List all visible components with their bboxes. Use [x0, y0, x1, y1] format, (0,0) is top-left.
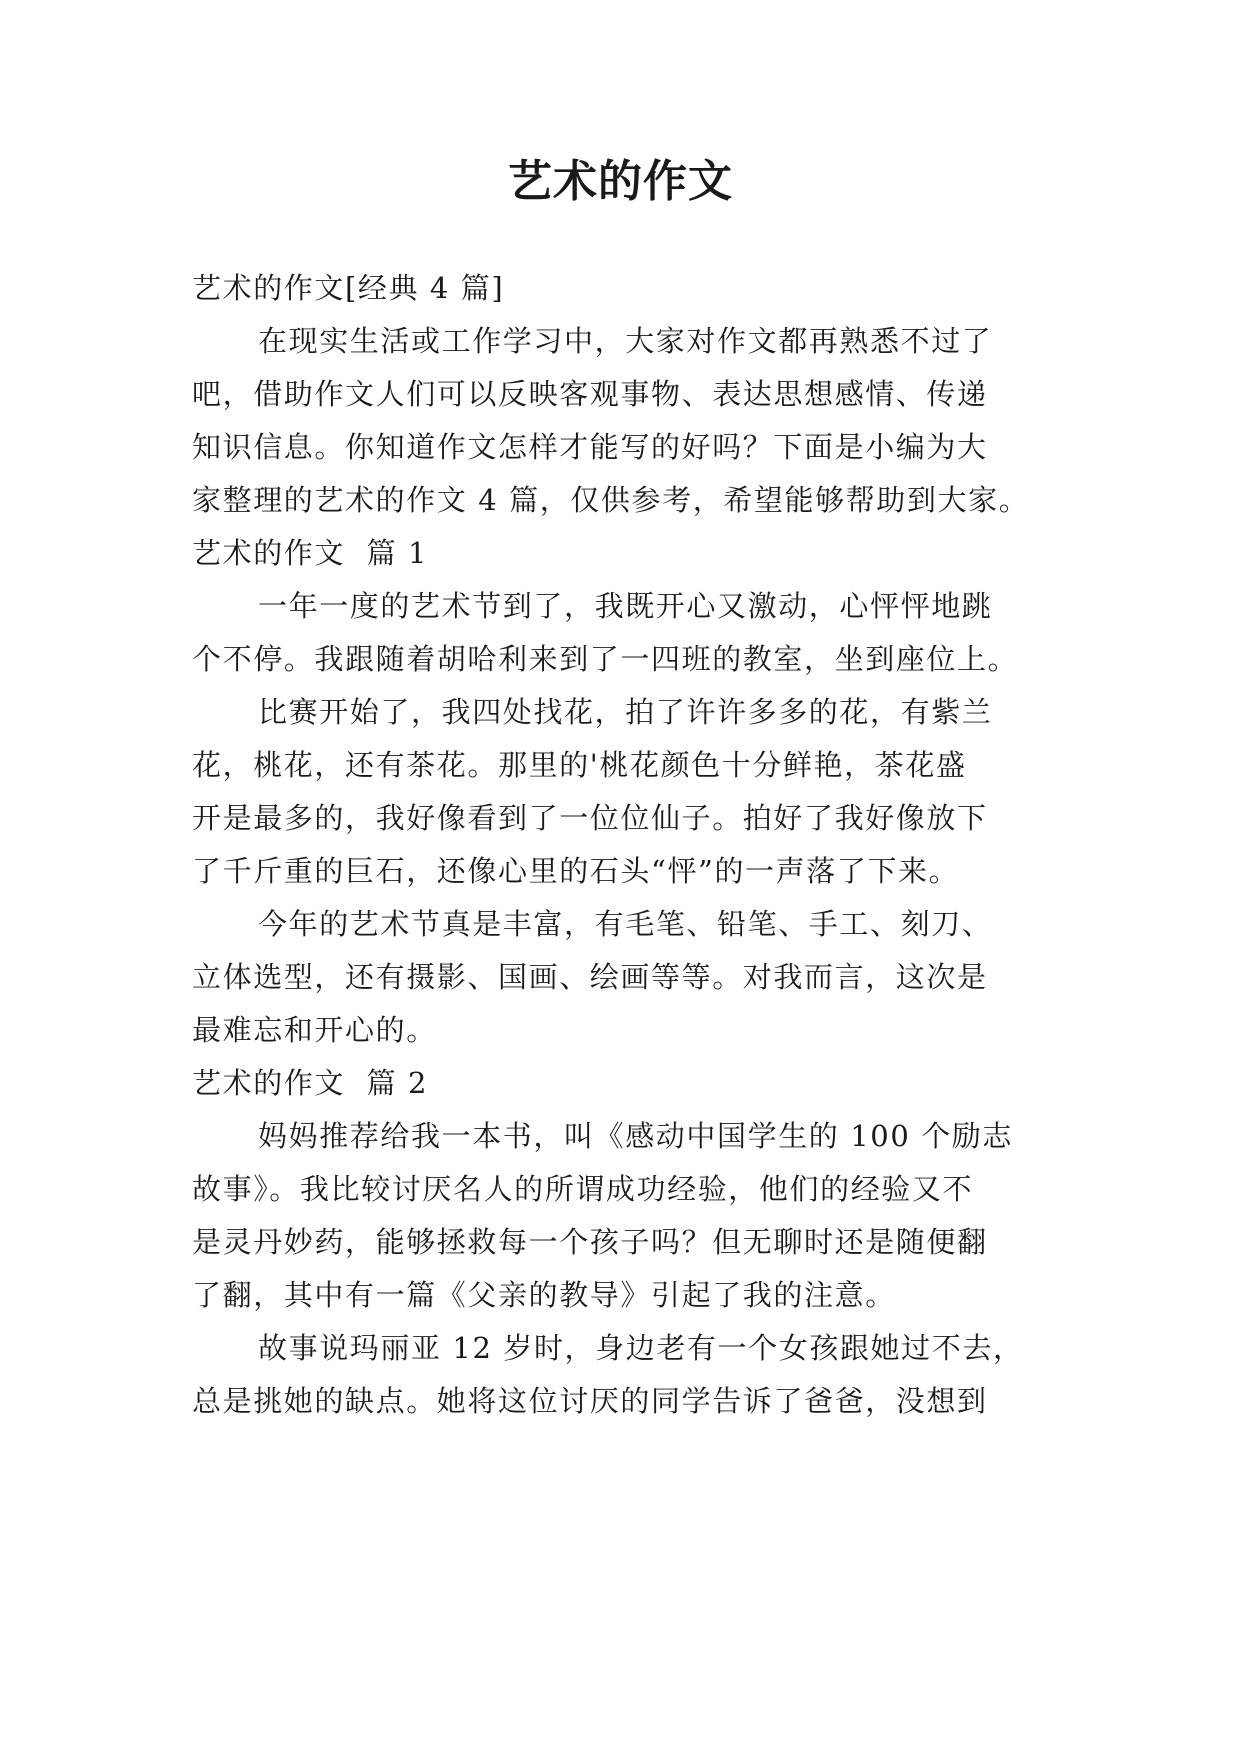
paragraph-line: 是灵丹妙药，能够拯救每一个孩子吗？但无聊时还是随便翻: [192, 1225, 988, 1259]
paragraph-line: 妈妈推荐给我一本书，叫《感动中国学生的 100 个励志: [258, 1119, 1013, 1153]
paragraph-line: 立体选型，还有摄影、国画、绘画等等。对我而言，这次是: [192, 960, 988, 994]
paragraph-line: 开是最多的，我好像看到了一位位仙子。拍好了我好像放下: [192, 801, 988, 835]
paragraph-line: 一年一度的艺术节到了，我既开心又激动，心怦怦地跳: [258, 589, 993, 623]
paragraph-line: 了千斤重的巨石，还像心里的石头“怦”的一声落了下来。: [192, 854, 960, 888]
heading-line: 艺术的作文[经典 4 篇]: [192, 271, 505, 305]
paragraph-line: 家整理的艺术的作文 4 篇，仅供参考，希望能够帮助到大家。: [192, 483, 1030, 517]
paragraph-line: 最难忘和开心的。: [192, 1013, 437, 1047]
paragraph-line: 个不停。我跟随着胡哈利来到了一四班的教室，坐到座位上。: [192, 642, 1019, 676]
paragraph-line: 了翻，其中有一篇《父亲的教导》引起了我的注意。: [192, 1278, 896, 1312]
paragraph-line: 吧，借助作文人们可以反映客观事物、表达思想感情、传递: [192, 377, 988, 411]
paragraph-line: 今年的艺术节真是丰富，有毛笔、铅笔、手工、刻刀、: [258, 907, 993, 941]
paragraph-line: 知识信息。你知道作文怎样才能写的好吗？下面是小编为大: [192, 430, 988, 464]
paragraph-line: 花，桃花，还有茶花。那里的'桃花颜色十分鲜艳，茶花盛: [192, 748, 967, 782]
paragraph-line: 在现实生活或工作学习中，大家对作文都再熟悉不过了: [258, 324, 993, 358]
document-title: 艺术的作文: [508, 156, 733, 207]
paragraph-line: 故事说玛丽亚 12 岁时，身边老有一个女孩跟她过不去，: [258, 1331, 1024, 1365]
paragraph-line: 故事》。我比较讨厌名人的所谓成功经验，他们的经验又不: [192, 1172, 974, 1206]
section-heading: 艺术的作文 篇 1: [192, 536, 429, 570]
section-heading: 艺术的作文 篇 2: [192, 1066, 429, 1100]
paragraph-line: 总是挑她的缺点。她将这位讨厌的同学告诉了爸爸，没想到: [192, 1384, 988, 1418]
document-body: [192, 262, 1062, 1428]
paragraph-line: 比赛开始了，我四处找花，拍了许许多多的花，有紫兰: [258, 695, 993, 729]
